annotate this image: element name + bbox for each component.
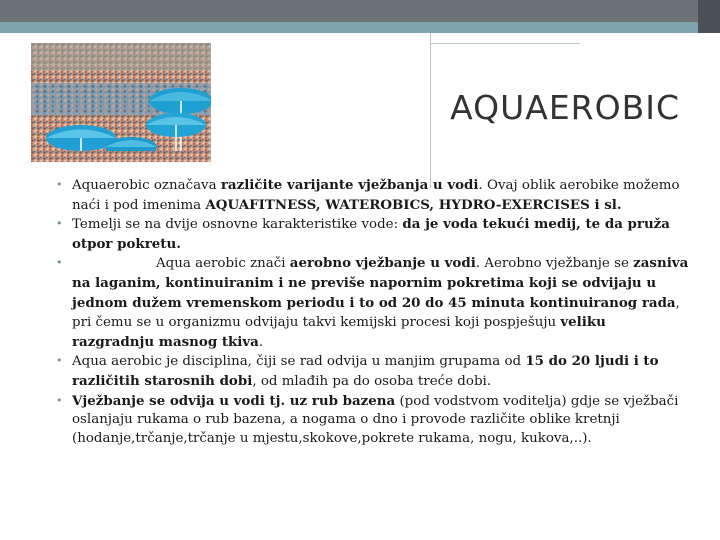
bullet-item: • Aqua aerobic je disciplina, čiji se rad odvija u manjim grupama od 15 do 20 ljudi i to različitih starosnih dobi, od mlađih pa do osoba treće dobi. <box>52 352 692 391</box>
bullet-list <box>52 176 692 448</box>
slide-title: AQUAEROBIC <box>450 88 680 127</box>
accent-line-horizontal <box>430 43 580 44</box>
header-accent-bar <box>0 22 720 33</box>
crowded-pool-photo <box>31 43 211 162</box>
bullet-item: • Aquaerobic označava različite varijante vježbanja u vodi. Ovaj oblik aerobike možemo naći i pod imenima AQUAFITNESS, WATEROBICS, HYDRO-EXERCISES i sl. <box>52 176 692 215</box>
corner-tab <box>698 0 720 33</box>
bullet-item: • Vježbanje se odvija u vodi tj. uz rub bazena (pod vodstvom voditelja) gdje se vježbači oslanjaju rukama o rub bazena, a nogama o dno i provode različite oblike kretnji (hodanje,trčanje,trčanje u mjestu,skokove,pokrete rukama, nogu, kukova,..). <box>52 392 692 449</box>
bullet-item: • Temelji se na dvije osnovne karakteristike vode: da je voda tekući medij, te da pruža otpor pokretu. <box>52 215 692 254</box>
header-bar <box>0 0 720 22</box>
bullet-item: • Aqua aerobic znači aerobno vježbanje u vodi. Aerobno vježbanje se zasniva na laganim, kontinuiranim i ne previše napornim pokretima koji se odvijaju u jednom dužem vremenskom periodu i to od 20 do 45 minuta kontinuiranog rada, pri čemu se u organizmu odvijaju takvi kemijski procesi koji pospješuju veliku razgradnju masnog tkiva. <box>52 254 692 352</box>
